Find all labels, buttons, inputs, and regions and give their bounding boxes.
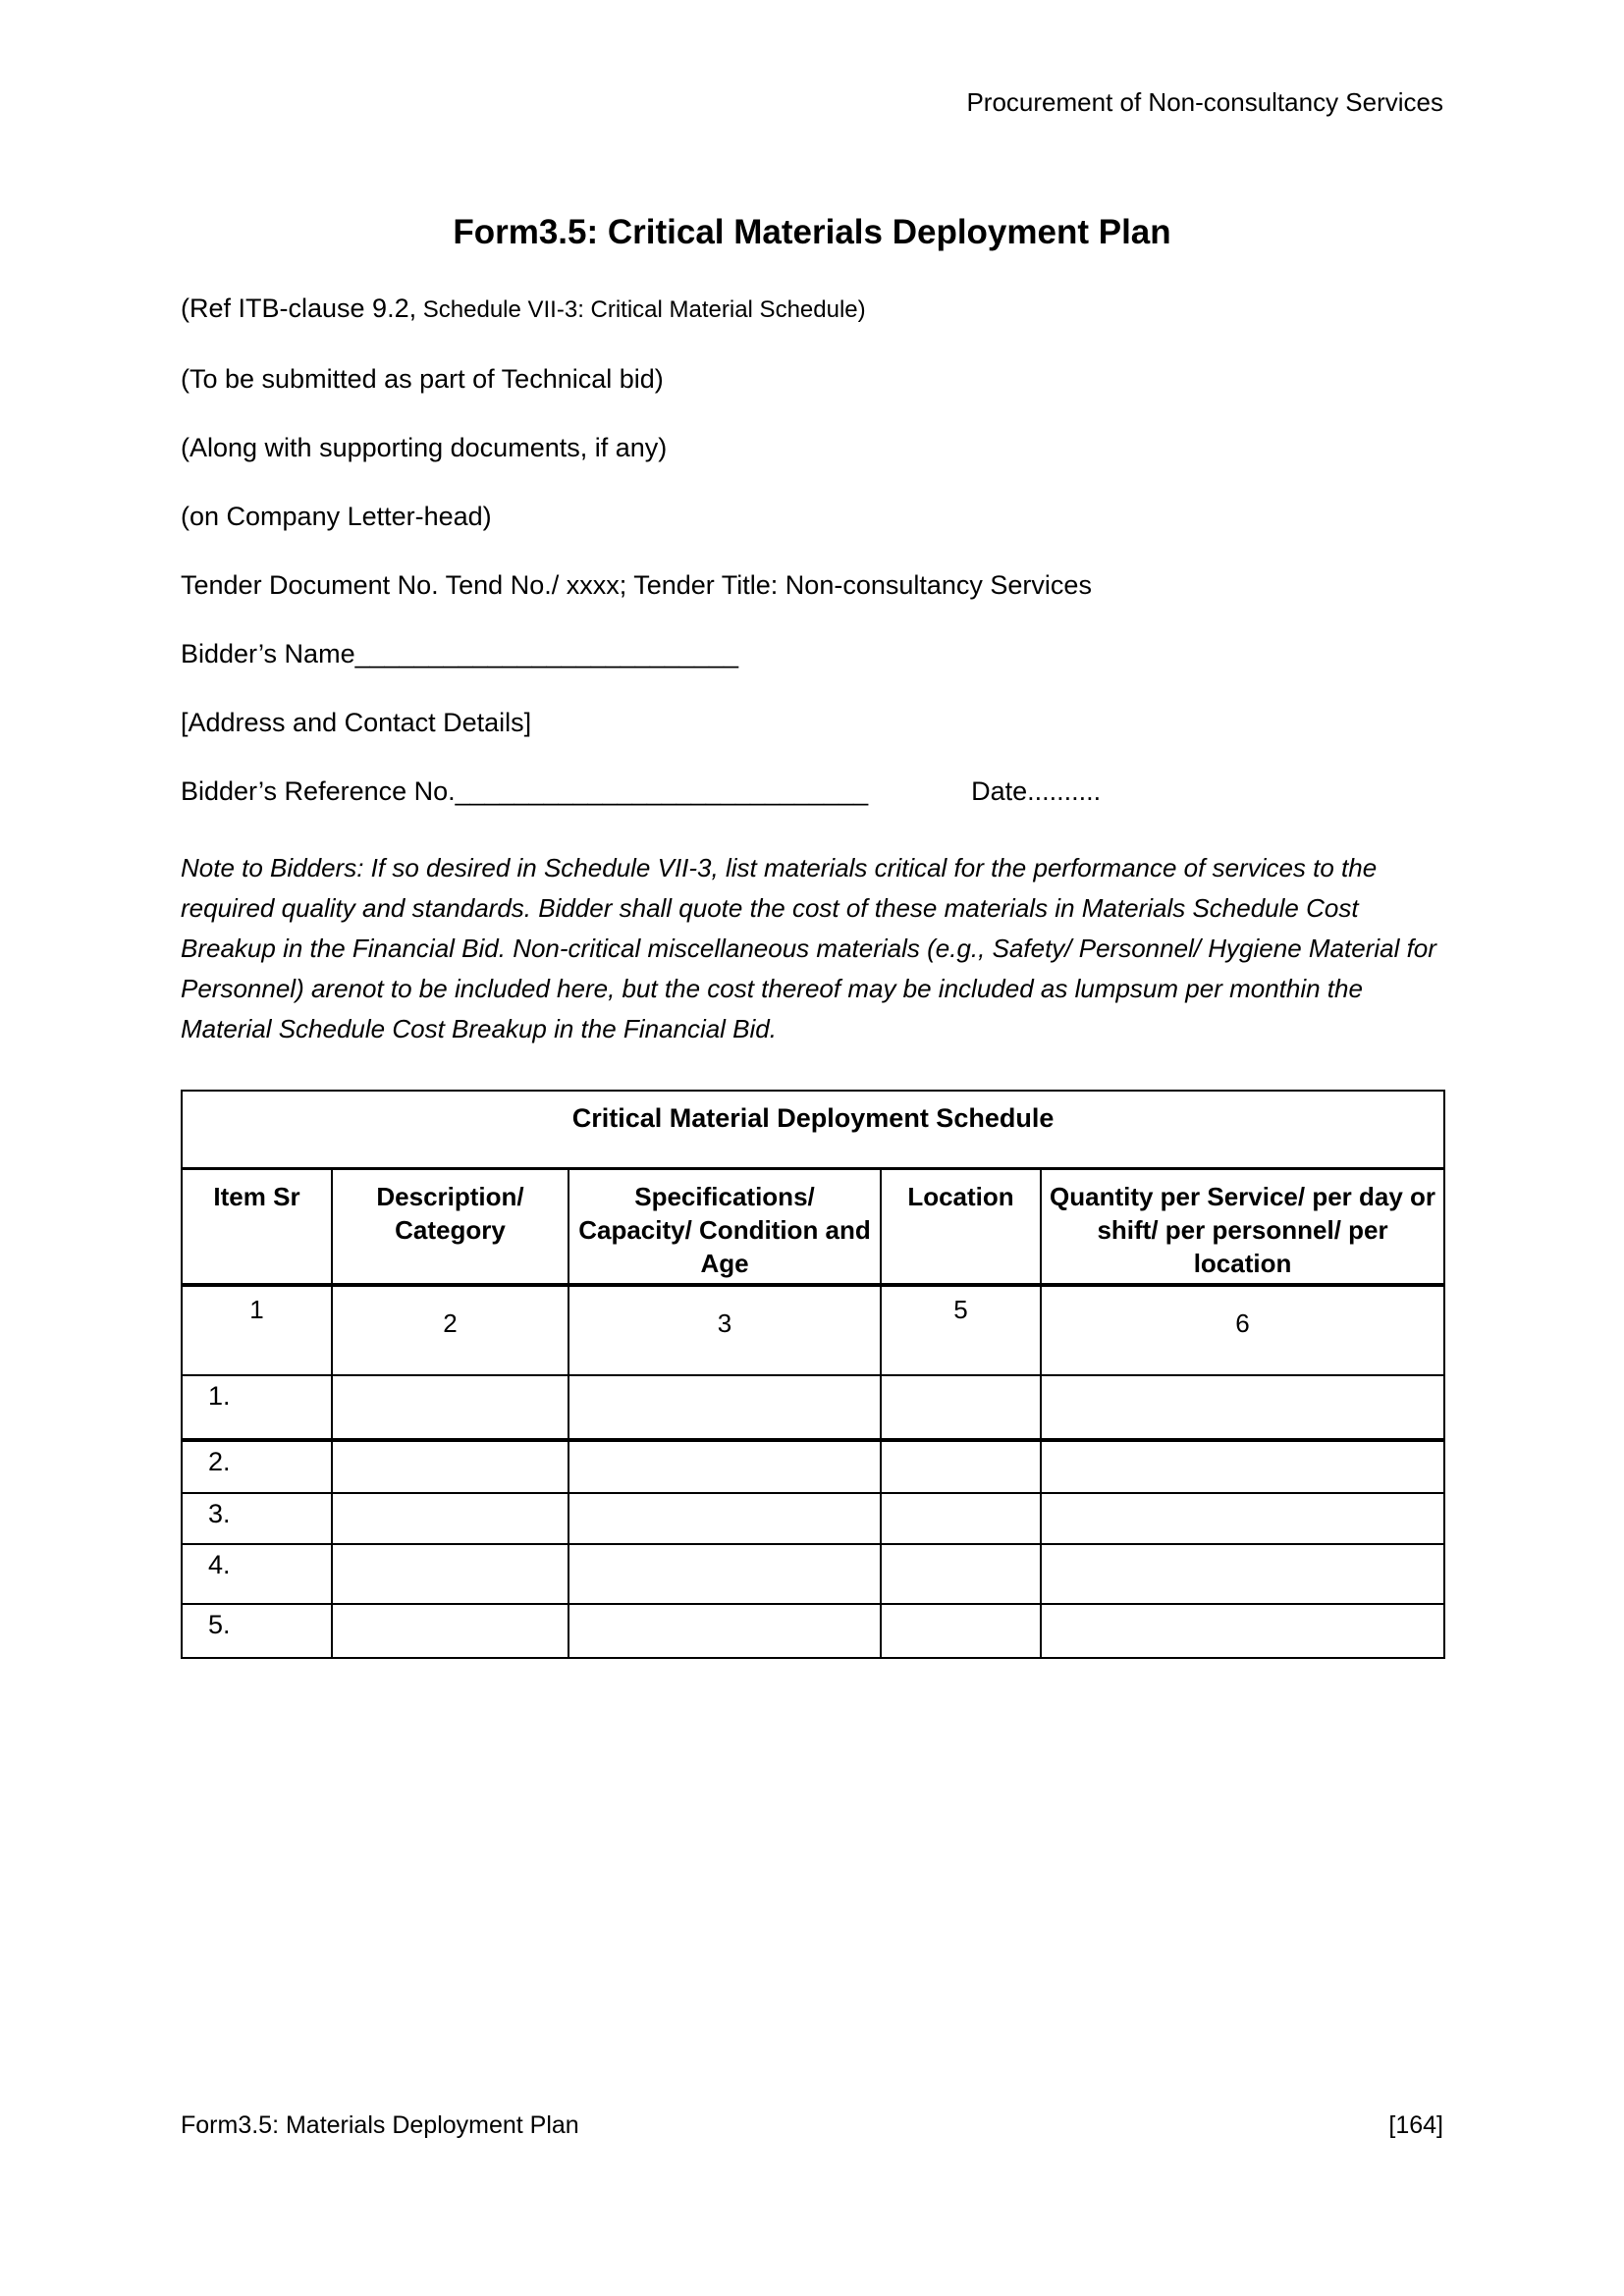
table-cell-empty: [881, 1375, 1041, 1440]
critical-material-schedule-table: [181, 1090, 1445, 1659]
bidder-reference-text: Bidder’s Reference No.____________________________: [181, 776, 869, 806]
table-caption: Critical Material Deployment Schedule: [182, 1091, 1444, 1169]
column-number-row: [182, 1285, 1444, 1375]
ref-clause-small-text: Schedule VII-3: Critical Material Schedule): [416, 296, 866, 323]
table-caption-row: [182, 1091, 1444, 1169]
table-cell-empty: [1041, 1544, 1444, 1604]
table-row: [182, 1604, 1444, 1658]
bidder-reference-line: [181, 774, 1443, 808]
header-item-sr: Item Sr: [182, 1169, 332, 1286]
header-description-category: Description/ Category: [332, 1169, 568, 1286]
page-content: [181, 0, 1443, 1659]
table-cell-empty: [881, 1440, 1041, 1493]
technical-bid-line: (To be submitted as part of Technical bid): [181, 364, 664, 394]
row-serial: 5.: [182, 1604, 332, 1658]
table-cell-empty: [332, 1440, 568, 1493]
ref-clause-line: [181, 292, 1443, 327]
table-row: [182, 1375, 1444, 1440]
row-serial: 1.: [182, 1375, 332, 1440]
table-cell-empty: [332, 1604, 568, 1658]
note-to-bidders: Note to Bidders: If so desired in Schedule VII-3, list materials critical for the performance of services to the required quality and standards. Bidder shall quote the cost of these materials in Materials Schedule Cost Breakup in the Financial Bid. Non-critical miscellaneous materials (e.g., Safety/ Personnel/ Hygiene Material for Personnel) arenot to be included here, but the cost thereof may be included as lumpsum per monthin the Material Schedule Cost Breakup in the Financial Bid.: [181, 853, 1436, 1043]
table-cell-empty: [568, 1493, 881, 1544]
table-cell-empty: [881, 1604, 1041, 1658]
supporting-docs-line: (Along with supporting documents, if any): [181, 433, 668, 462]
table-cell-empty: [881, 1493, 1041, 1544]
table-row: [182, 1544, 1444, 1604]
table-cell-empty: [1041, 1440, 1444, 1493]
page-header-text: Procurement of Non-consultancy Services: [966, 87, 1443, 117]
column-number: 6: [1041, 1285, 1444, 1375]
page-footer: [181, 2110, 1443, 2140]
table-cell-empty: [568, 1544, 881, 1604]
table-header-row: [182, 1169, 1444, 1286]
table-row: [182, 1493, 1444, 1544]
table-cell-empty: [332, 1493, 568, 1544]
page-title: Form3.5: Critical Materials Deployment Plan: [453, 213, 1171, 251]
table-cell-empty: [1041, 1493, 1444, 1544]
header-location: Location: [881, 1169, 1041, 1286]
footer-form-name: Form3.5: Materials Deployment Plan: [181, 2111, 579, 2139]
intro-block: [181, 292, 1443, 808]
table-cell-empty: [332, 1544, 568, 1604]
table-cell-empty: [1041, 1375, 1444, 1440]
tender-number-line: Tender Document No. Tend No./ xxxx; Tender Title: Non-consultancy Services: [181, 570, 1092, 600]
address-line: [Address and Contact Details]: [181, 708, 532, 737]
table-cell-empty: [1041, 1604, 1444, 1658]
column-number: 2: [332, 1285, 568, 1375]
ref-clause-main-text: (Ref ITB-clause 9.2,: [181, 294, 417, 323]
table-cell-empty: [568, 1375, 881, 1440]
header-specifications: Specifications/ Capacity/ Condition and Age: [568, 1169, 881, 1286]
table-cell-empty: [568, 1440, 881, 1493]
column-number: 5: [881, 1285, 1041, 1375]
table-row: [182, 1440, 1444, 1493]
header-quantity: Quantity per Service/ per day or shift/ per personnel/ per location: [1041, 1169, 1444, 1286]
table-cell-empty: [332, 1375, 568, 1440]
table-cell-empty: [881, 1544, 1041, 1604]
table-cell-empty: [568, 1604, 881, 1658]
column-number: 1: [182, 1285, 332, 1375]
footer-page-number: [164]: [1388, 2111, 1443, 2139]
row-serial: 3.: [182, 1493, 332, 1544]
row-serial: 2.: [182, 1440, 332, 1493]
column-number: 3: [568, 1285, 881, 1375]
bidder-name-line: Bidder’s Name__________________________: [181, 639, 739, 668]
row-serial: 4.: [182, 1544, 332, 1604]
date-text: Date..........: [971, 776, 1102, 806]
letterhead-line: (on Company Letter-head): [181, 502, 492, 531]
